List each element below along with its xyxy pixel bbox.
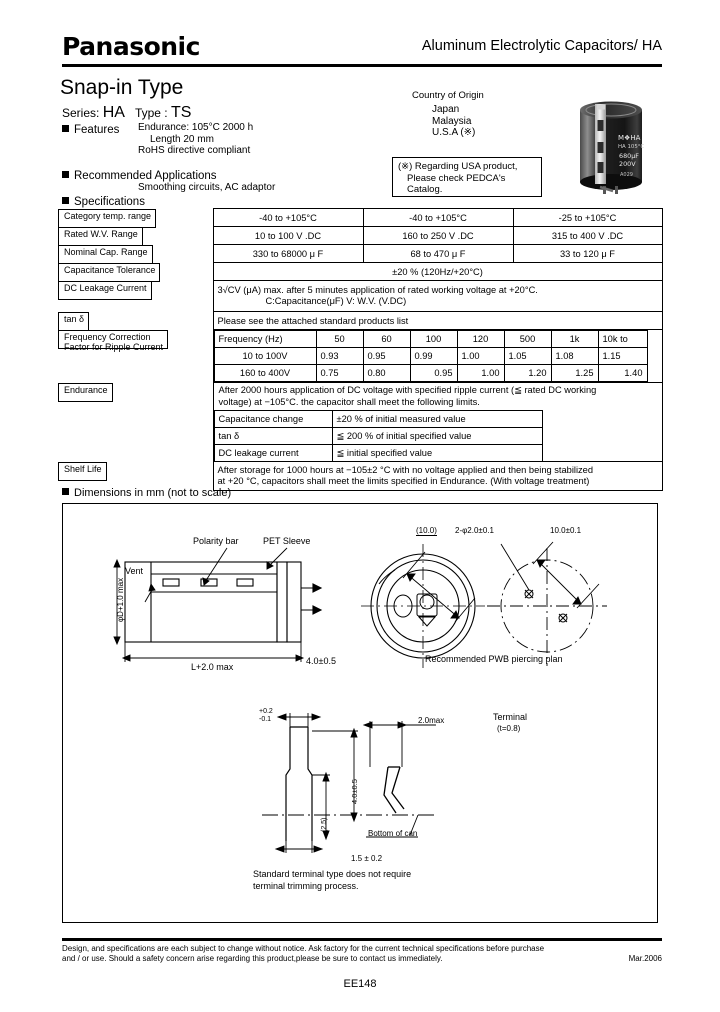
terminal-thickness: (t=0.8) bbox=[497, 724, 521, 733]
table-row-nominal-cap bbox=[58, 245, 662, 263]
freq-label-line2: Factor for Ripple Current bbox=[64, 341, 164, 352]
type-value: TS bbox=[170, 104, 192, 121]
table-row-tan-delta bbox=[58, 312, 662, 330]
svg-text:680μF: 680μF bbox=[619, 152, 639, 160]
feature-rohs: RoHS directive compliant bbox=[138, 145, 251, 157]
specifications-heading-label: Specifications bbox=[74, 196, 145, 208]
country-of-origin-list bbox=[432, 104, 475, 139]
table-row-cap-tolerance bbox=[58, 263, 662, 281]
freq-header-3: 100 bbox=[410, 331, 457, 348]
pwb-hole-dimension: 2-φ2.0±0.1 bbox=[455, 526, 494, 535]
terminal-small-dimension: (2.5) bbox=[321, 817, 328, 832]
page-title: Snap-in Type bbox=[60, 76, 184, 99]
table-row-dc-leakage bbox=[58, 281, 662, 312]
dimensions-heading-label: Dimensions in mm (not to scale) bbox=[74, 487, 232, 499]
endurance-item-value: ≦ 200 % of initial specified value bbox=[332, 428, 542, 445]
endurance-item-value: ±20 % of initial measured value bbox=[332, 411, 542, 428]
panasonic-logo: Panasonic bbox=[62, 32, 200, 61]
series-label: Series: bbox=[62, 106, 100, 120]
usa-note-line1: (※) Regarding USA product, bbox=[398, 161, 518, 172]
row-label: Endurance bbox=[58, 383, 113, 402]
terminal-note-line1: Standard terminal type does not require bbox=[253, 869, 412, 879]
row-label: Rated W.V. Range bbox=[58, 227, 143, 246]
nominal-cap-col3: 33 to 120 μ F bbox=[513, 245, 662, 263]
shelf-life-line2: at +20 °C, capacitors shall meet the limits specified in Endurance. (With voltage treatment) bbox=[217, 476, 590, 486]
endurance-value bbox=[213, 383, 662, 462]
freq-row1-60: 0.95 bbox=[363, 348, 410, 365]
dc-leak-prefix: 3 bbox=[217, 284, 223, 295]
series-value: HA bbox=[102, 104, 125, 121]
frequency-correction-table bbox=[214, 330, 664, 382]
freq-correction-table-cell bbox=[213, 330, 662, 383]
freq-row1-50: 0.93 bbox=[316, 348, 363, 365]
country-of-origin-title: Country of Origin bbox=[412, 90, 484, 101]
endurance-item-cap-change bbox=[214, 411, 542, 428]
row-label: Nominal Cap. Range bbox=[58, 245, 153, 264]
category-temp-col3: -25 to +105°C bbox=[513, 209, 662, 227]
country-japan: Japan bbox=[432, 104, 460, 115]
pwb-pitch-dimension: 10.0±0.1 bbox=[550, 526, 582, 535]
dc-leak-line1: (μA) max. after 5 minutes application of rated working voltage at +20°C. bbox=[240, 284, 538, 295]
series-type-line bbox=[62, 104, 191, 122]
applications-text: Smoothing circuits, AC adaptor bbox=[138, 182, 276, 193]
nominal-cap-col2: 68 to 470 μ F bbox=[363, 245, 513, 263]
freq-row1-100: 0.99 bbox=[410, 348, 457, 365]
freq-row2-100: 0.95 bbox=[410, 365, 457, 382]
cap-tolerance-value: ±20 % (120Hz/+20°C) bbox=[213, 263, 662, 281]
country-usa: U.S.A (※) bbox=[432, 127, 476, 138]
shelf-life-line1: After storage for 1000 hours at −105±2 °C with no voltage applied and then being stabilized bbox=[217, 464, 594, 475]
terminal-note-line2: terminal trimming process. bbox=[253, 881, 359, 891]
freq-row1-1k: 1.08 bbox=[551, 348, 598, 365]
endurance-intro-line2: voltage) at −105°C. the capacitor shall meet the following limits. bbox=[218, 396, 480, 407]
dc-leak-radical: √CV bbox=[222, 284, 241, 295]
table-row-rated-wv bbox=[58, 227, 662, 245]
endurance-item-name: tan δ bbox=[214, 428, 332, 445]
freq-row-low-voltage bbox=[214, 348, 663, 365]
freq-row1-120: 1.00 bbox=[457, 348, 504, 365]
specifications-heading bbox=[62, 196, 145, 208]
terminal-detail-drawing bbox=[258, 709, 538, 879]
usa-product-note bbox=[392, 157, 542, 197]
footer-line1: Design, and specifications are each subject to change without notice. Ask factory for the current technical specifications before purchase bbox=[62, 944, 545, 953]
freq-row2-60: 0.80 bbox=[363, 365, 410, 382]
lead-length-label: 4.0±0.5 bbox=[306, 656, 336, 666]
features-heading bbox=[62, 124, 119, 136]
page-header bbox=[62, 34, 662, 64]
feature-length: Length 20 mm bbox=[150, 133, 214, 145]
table-row-endurance bbox=[58, 383, 662, 462]
row-label: Capacitance Tolerance bbox=[58, 263, 160, 282]
capacitor-photo bbox=[566, 96, 658, 196]
freq-row2-10k: 1.40 bbox=[598, 365, 647, 382]
bullet-square-icon bbox=[62, 171, 69, 178]
country-malaysia: Malaysia bbox=[432, 115, 472, 127]
freq-header-spacer bbox=[647, 331, 663, 348]
svg-text:200V: 200V bbox=[619, 160, 636, 168]
freq-header-5: 500 bbox=[504, 331, 551, 348]
bullet-square-icon bbox=[62, 488, 69, 495]
row-label: Shelf Life bbox=[58, 462, 107, 481]
vent-label: Vent bbox=[125, 566, 144, 576]
length-dimension-label: L+2.0 max bbox=[191, 662, 234, 672]
features-heading-label: Features bbox=[74, 124, 120, 136]
terminal-tolerance-upper: +0.2 bbox=[259, 708, 273, 715]
category-temp-col1: -40 to +105°C bbox=[213, 209, 363, 227]
row-label: tan δ bbox=[58, 312, 89, 331]
freq-header-0: Frequency (Hz) bbox=[214, 331, 316, 348]
footer-disclaimer bbox=[62, 944, 662, 964]
category-temp-col2: -40 to +105°C bbox=[363, 209, 513, 227]
feature-endurance: Endurance: 105°C 2000 h bbox=[138, 122, 254, 133]
rated-wv-col2: 160 to 250 V .DC bbox=[363, 227, 513, 245]
header-divider bbox=[62, 64, 662, 67]
dc-leakage-value bbox=[213, 281, 662, 312]
endurance-limits-table bbox=[214, 410, 543, 461]
freq-row1-500: 1.05 bbox=[504, 348, 551, 365]
freq-row2-spacer bbox=[647, 365, 663, 382]
freq-header-6: 1k bbox=[551, 331, 598, 348]
footer-divider bbox=[62, 938, 662, 941]
row-label: DC Leakage Current bbox=[58, 281, 152, 300]
applications-heading bbox=[62, 170, 217, 182]
svg-text:A029: A029 bbox=[620, 172, 633, 178]
diameter-dimension-label: φD+1.0 max bbox=[116, 577, 125, 622]
freq-row1-spacer bbox=[647, 348, 663, 365]
nominal-cap-col1: 330 to 68000 μ F bbox=[213, 245, 363, 263]
svg-text:HA 105°C: HA 105°C bbox=[618, 144, 645, 150]
specifications-table bbox=[58, 208, 663, 491]
freq-header-2: 60 bbox=[363, 331, 410, 348]
dimensions-heading bbox=[62, 487, 231, 499]
type-label: Type : bbox=[134, 106, 168, 120]
terminal-max-bend-dimension: 2.0max bbox=[418, 716, 445, 725]
rated-wv-col1: 10 to 100 V .DC bbox=[213, 227, 363, 245]
freq-header-7: 10k to bbox=[598, 331, 647, 348]
footer-line2: and / or use. Should a safety concern arise regarding this product,please be sure to contact us immediately. bbox=[62, 954, 443, 963]
product-category: Aluminum Electrolytic Capacitors/ HA bbox=[421, 38, 662, 54]
endurance-intro-line1: After 2000 hours application of DC voltage with specified ripple current (≦ rated DC working bbox=[218, 385, 597, 395]
pwb-bracket-dimension: (10.0) bbox=[416, 526, 437, 535]
shelf-life-value bbox=[213, 462, 662, 491]
freq-row2-120: 1.00 bbox=[457, 365, 504, 382]
endurance-item-value: ≦ initial specified value bbox=[332, 445, 542, 462]
rated-wv-col3: 315 to 400 V .DC bbox=[513, 227, 662, 245]
footer-date: Mar.2006 bbox=[628, 954, 662, 963]
bottom-of-can-label: Bottom of can bbox=[368, 829, 418, 838]
terminal-height-dimension: 4.0±0.5 bbox=[350, 779, 359, 804]
usa-note-line2: Please check PEDCA's bbox=[407, 172, 506, 184]
endurance-item-name: DC leakage current bbox=[214, 445, 332, 462]
endurance-item-tan-delta bbox=[214, 428, 542, 445]
freq-header-1: 50 bbox=[316, 331, 363, 348]
endurance-item-name: Capacitance change bbox=[214, 411, 332, 428]
bullet-square-icon bbox=[62, 125, 69, 132]
row-label: Category temp. range bbox=[58, 209, 156, 228]
endurance-item-leakage bbox=[214, 445, 542, 462]
bullet-square-icon bbox=[62, 197, 69, 204]
freq-row1-range: 10 to 100V bbox=[214, 348, 316, 365]
freq-header-4: 120 bbox=[457, 331, 504, 348]
page-number: EE148 bbox=[343, 978, 377, 990]
tan-delta-value: Please see the attached standard products list bbox=[213, 312, 662, 330]
svg-text:M❖HA: M❖HA bbox=[618, 134, 641, 142]
terminal-width-dimension: 1.5 ± 0.2 bbox=[351, 854, 383, 863]
table-row-freq-correction bbox=[58, 330, 662, 383]
freq-row-high-voltage bbox=[214, 365, 663, 382]
row-label bbox=[58, 330, 168, 352]
usa-note-line3: Catalog. bbox=[407, 184, 443, 195]
terminal-tolerance-lower: -0.1 bbox=[259, 716, 272, 723]
applications-heading-label: Recommended Applications bbox=[74, 170, 217, 182]
terminal-title: Terminal bbox=[493, 712, 528, 722]
dimensions-drawing-frame bbox=[62, 503, 658, 923]
freq-header-row bbox=[214, 331, 663, 348]
pet-sleeve-label: PET Sleeve bbox=[263, 536, 311, 546]
freq-row2-500: 1.20 bbox=[504, 365, 551, 382]
table-row-category-temp bbox=[58, 209, 662, 227]
freq-label-line1: Frequency Correction bbox=[64, 331, 151, 342]
freq-row2-1k: 1.25 bbox=[551, 365, 598, 382]
freq-row1-10k: 1.15 bbox=[598, 348, 647, 365]
dc-leak-line2: C:Capacitance(μF) V: W.V. (V.DC) bbox=[265, 296, 407, 306]
freq-row2-range: 160 to 400V bbox=[214, 365, 316, 382]
polarity-bar-label: Polarity bar bbox=[193, 536, 239, 546]
pwb-caption: Recommended PWB piercing plan bbox=[425, 654, 563, 664]
freq-row2-50: 0.75 bbox=[316, 365, 363, 382]
features-body bbox=[138, 122, 253, 157]
